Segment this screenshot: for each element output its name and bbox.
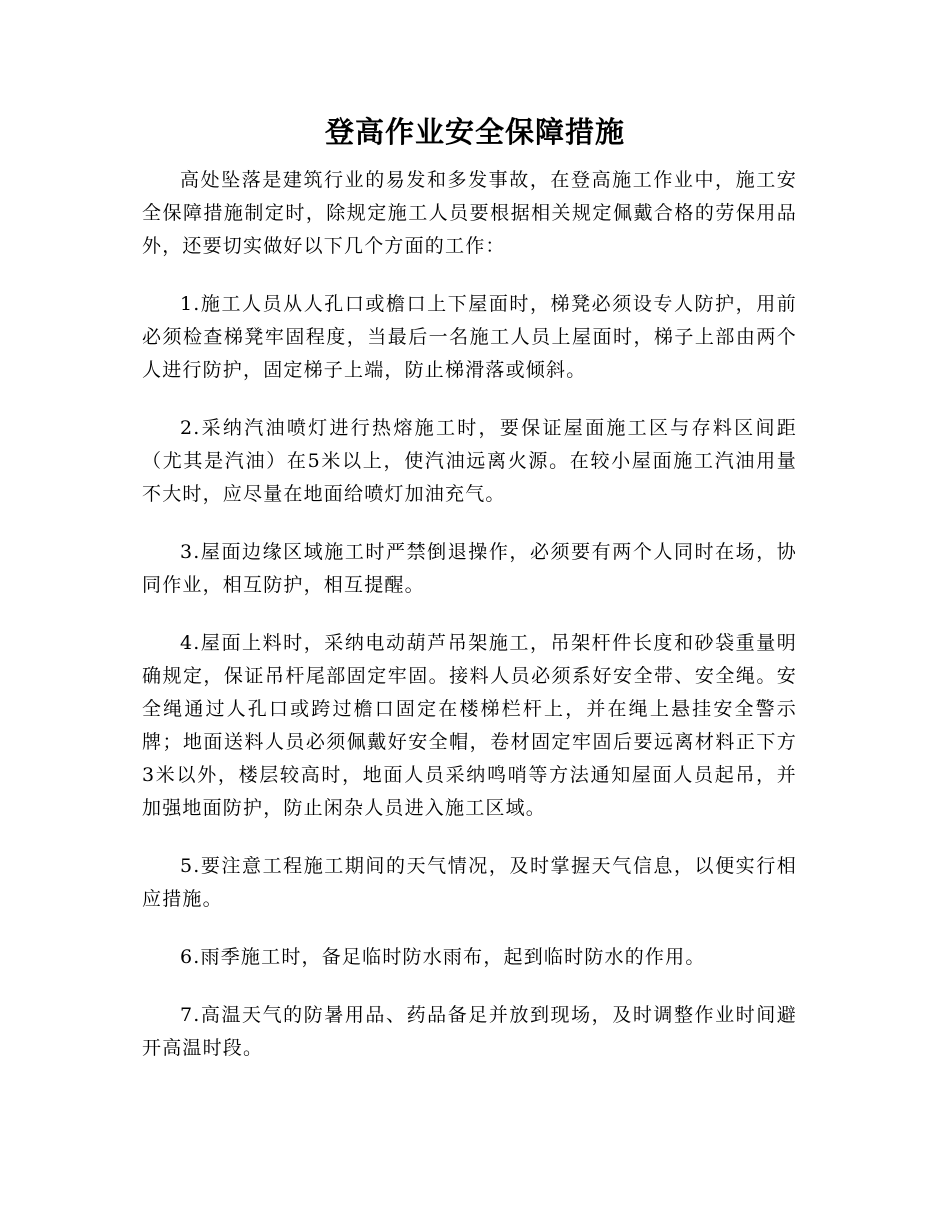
paragraph-item-2: 2.采纳汽油喷灯进行热熔施工时，要保证屋面施工区与存料区间距（尤其是汽油）在5米以上，使汽油远离火源。在较小屋面施工汽油用量不大时，应尽量在地面给喷灯加油充气。 [142, 417, 797, 505]
paragraph-item-3: 3.屋面边缘区域施工时严禁倒退操作，必须要有两个人同时在场，协同作业，相互防护，相互提醒。 [142, 541, 797, 596]
document-body [142, 164, 797, 1090]
paragraph-item-6: 6.雨季施工时，备足临时防水雨布，起到临时防水的作用。 [180, 946, 706, 968]
document-title: 登高作业安全保障措施 [324, 115, 625, 149]
paragraph-intro: 高处坠落是建筑行业的易发和多发事故，在登高施工作业中，施工安全保障措施制定时，除规定施工人员要根据相关规定佩戴合格的劳保用品外，还要切实做好以下几个方面的工作： [142, 169, 797, 257]
paragraph-item-7: 7.高温天气的防暑用品、药品备足并放到现场，及时调整作业时间避开高温时段。 [142, 1004, 797, 1059]
paragraph-item-4: 4.屋面上料时，采纳电动葫芦吊架施工，吊架杆件长度和砂袋重量明确规定，保证吊杆尾部固定牢固。接料人员必须系好安全带、安全绳。安全绳通过人孔口或跨过檐口固定在楼梯栏杆上，并在绳上悬挂安全警示牌；地面送料人员必须佩戴好安全帽，卷材固定牢固后要远离材料正下方3米以外，楼层较高时，地面人员采纳鸣哨等方法通知屋面人员起吊，并加强地面防护，防止闲杂人员进入施工区域。 [142, 632, 797, 819]
paragraph-item-1: 1.施工人员从人孔口或檐口上下屋面时，梯凳必须设专人防护，用前必须检查梯凳牢固程度，当最后一名施工人员上屋面时，梯子上部由两个人进行防护，固定梯子上端，防止梯滑落或倾斜。 [142, 293, 797, 381]
paragraph-item-5: 5.要注意工程施工期间的天气情况，及时掌握天气信息，以便实行相应措施。 [142, 855, 797, 910]
